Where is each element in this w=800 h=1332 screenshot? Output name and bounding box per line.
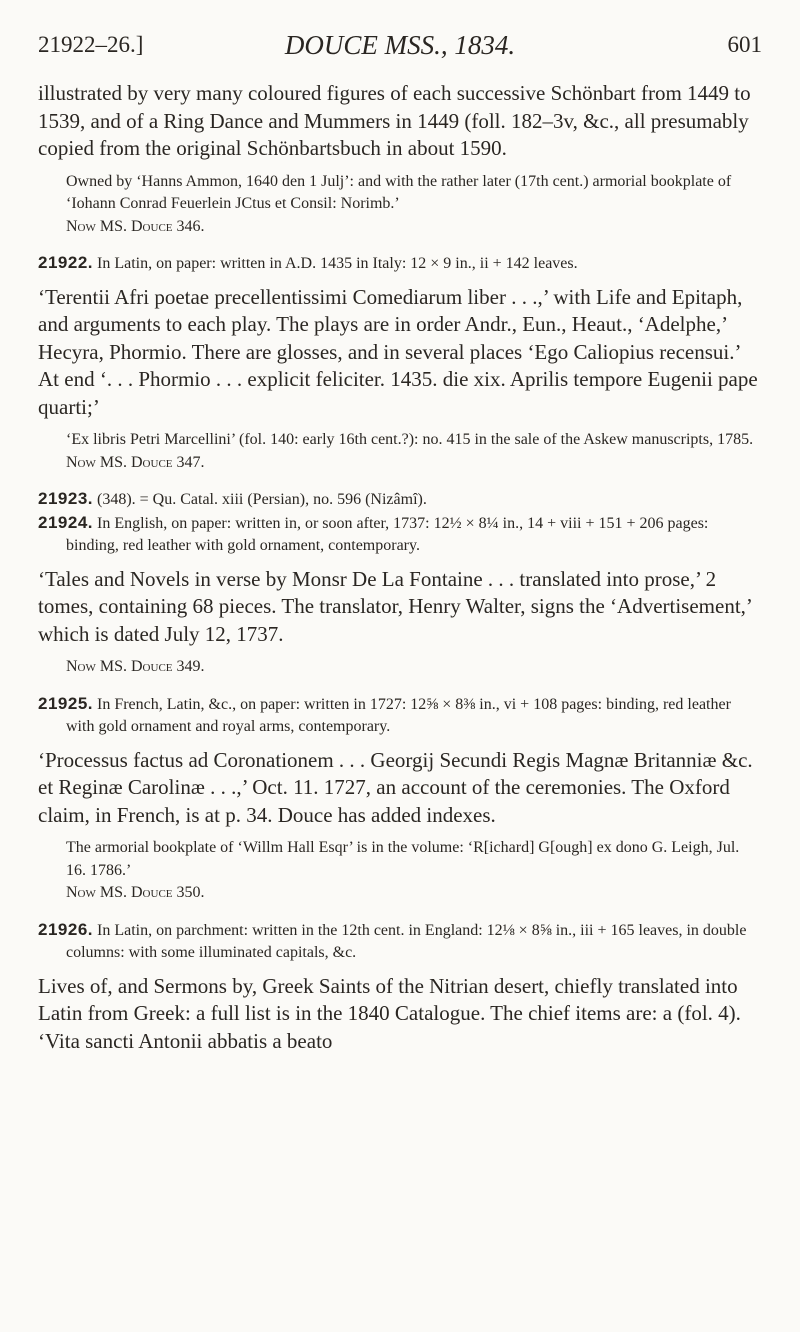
shelfmark-note: Now MS. Douce 349. xyxy=(66,658,205,675)
catalogue-entry xyxy=(38,488,762,512)
note-paragraph: Owned by ‘Hanns Ammon, 1640 den 1 Julj’: and with the rather later (17th cent.) armorial bookplate of ‘Iohann Conrad Feuerlein JCtus et Consil: Norimb.’ xyxy=(66,172,732,212)
catalogue-entry xyxy=(38,693,762,739)
catalogue-entry xyxy=(38,919,762,965)
header-title: DOUCE MSS., 1834. xyxy=(284,30,516,60)
page-content xyxy=(38,80,762,1055)
shelfmark-note: Now MS. Douce 350. xyxy=(66,884,205,901)
body-paragraph: ‘Tales and Novels in verse by Monsr De La Fontaine . . . translated into prose,’ 2 tomes, containing 68 pieces. The translator, Henry Walter, signs the ‘Advertisement,’ which is dated July 12, 1737. xyxy=(38,566,752,646)
entry-number: 21923. xyxy=(38,489,93,508)
note-paragraph: The armorial bookplate of ‘Willm Hall Esqr’ is in the volume: ‘R[ichard] G[ough] ex dono G. Leigh, Jul. 16. 1786.’ xyxy=(66,839,740,879)
note-paragraph: ‘Ex libris Petri Marcellini’ (fol. 140: early 16th cent.?): no. 415 in the sale of the Askew manuscripts, 1785. xyxy=(66,431,754,448)
body-paragraph: ‘Processus factus ad Coronationem . . . Georgij Secundi Regis Magnæ Britanniæ &c. et Reginæ Carolinæ . . .,’ Oct. 11. 1727, an account of the ceremonies. The Oxford claim, in French, is at p. 34. Douce has added indexes. xyxy=(38,747,753,827)
shelfmark-note: Now MS. Douce 347. xyxy=(66,453,205,471)
entry-description: In Latin, on parchment: written in the 12th cent. in England: 12⅛ × 8⅝ in., iii + 165 leaves, in double columns: with some illuminated capitals, &c. xyxy=(66,921,747,961)
catalogue-entry xyxy=(38,512,762,558)
entry-number: 21924. xyxy=(38,512,93,532)
page-number: 601 xyxy=(727,32,762,57)
entry-number: 21925. xyxy=(38,693,93,713)
entry-number: 21926. xyxy=(38,919,93,939)
running-header xyxy=(38,24,762,60)
body-paragraph: ‘Terentii Afri poetae precellentissimi Comediarum liber . . .,’ with Life and Epitaph, and arguments to each play. The plays are in order Andr., Eun., Heaut., ‘Adelphe,’ Hecyra, Phormio. There are glosses, and in several places ‘Ego Caliopius recensui.’ At end ‘. . . Phormio . . . explicit feliciter. 1435. die xix. Aprilis tempore Eugenii pape quarti;’ xyxy=(38,284,758,419)
entry-description: In Latin, on paper: written in A.D. 1435 in Italy: 12 × 9 in., ii + 142 leaves. xyxy=(97,255,578,272)
body-paragraph: Lives of, and Sermons by, Greek Saints of the Nitrian desert, chiefly translated into Latin from Greek: a full list is in the 1840 Catalogue. The chief items are: a (fol. 4). ‘Vita sancti Antonii abbatis a beato xyxy=(38,973,741,1053)
header-catalogue-range: 21922–26.] xyxy=(38,32,144,57)
entry-description: (348). = Qu. Catal. xiii (Persian), no. 596 (Nizâmî). xyxy=(97,491,427,508)
catalogue-entry xyxy=(38,252,762,276)
entry-description: In French, Latin, &c., on paper: written in 1727: 12⅝ × 8⅜ in., vi + 108 pages: binding, red leather with gold ornament and royal arms, contemporary. xyxy=(66,695,731,735)
entry-description: In English, on paper: written in, or soon after, 1737: 12½ × 8¼ in., 14 + viii + 151 + 206 pages: binding, red leather with gold ornament, contemporary. xyxy=(66,514,709,554)
body-paragraph: illustrated by very many coloured figures of each successive Schönbart from 1449 to 1539, and of a Ring Dance and Mummers in 1449 (foll. 182–3v, &c., all presumably copied from the original Schönbartsbuch in about 1590. xyxy=(38,81,751,160)
entry-number: 21922. xyxy=(38,253,93,272)
shelfmark-note: Now MS. Douce 346. xyxy=(66,217,205,235)
